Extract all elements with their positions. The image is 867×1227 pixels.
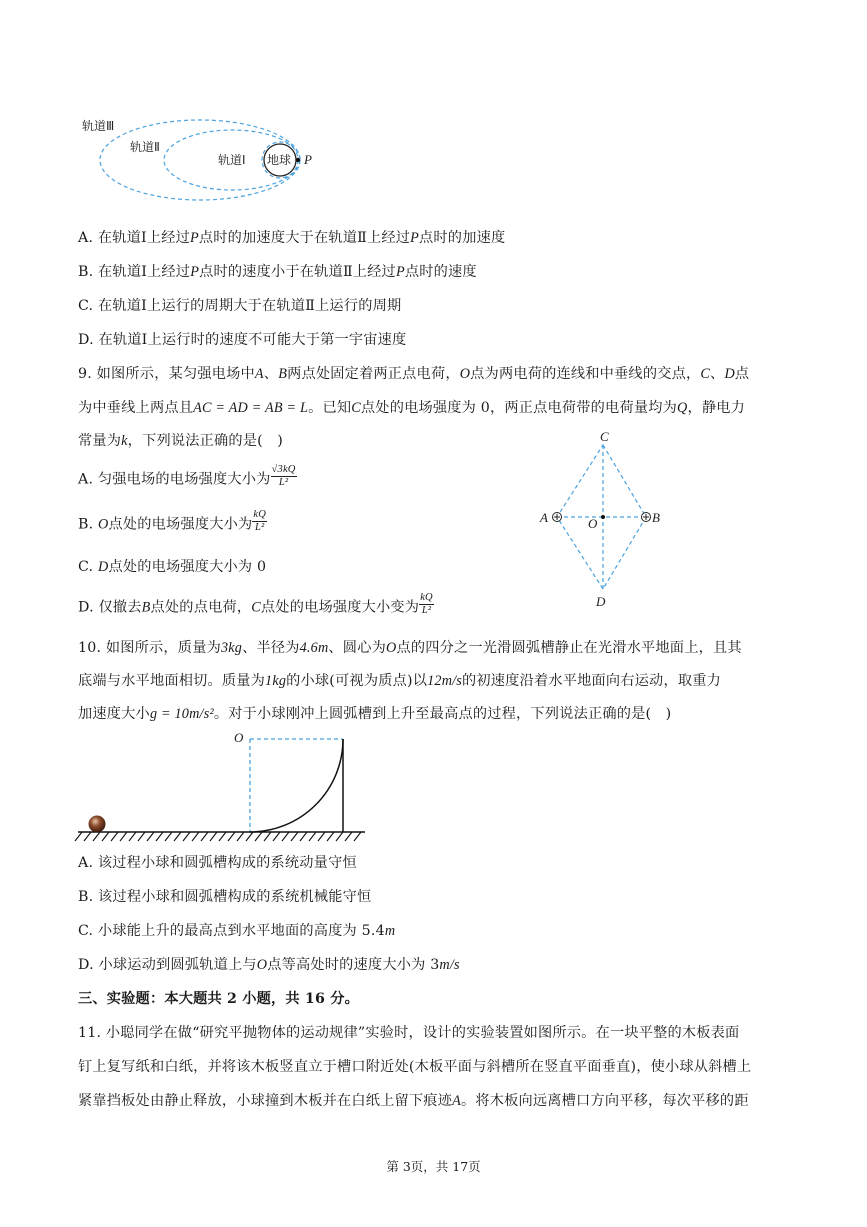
hatch-mark: [219, 832, 226, 841]
q9-a-numerator: √3kQ: [271, 464, 296, 475]
q8-a-text-1: A. 在轨道Ⅰ上经过: [78, 230, 190, 246]
q9-option-d: D. 仅撤去B点处的点电荷，C点处的电场强度大小变为 $\frac{kQ}{\text{L²}}$: [78, 592, 433, 616]
label-a: A: [540, 510, 548, 525]
q10-line-2: 底端与水平地面相切。质量为1kg的小球(可视为质点)以12m/s的初速度沿着水平地面向右运动，取重力: [78, 673, 721, 689]
hatch-mark: [174, 832, 181, 841]
q11-line-2: 钉上复写纸和白纸，并将该木板竖直立于槽口附近处(木板平面与斜槽所在竖直平面垂直)，使小球从斜槽上: [78, 1059, 752, 1075]
label-o: O: [588, 516, 598, 531]
quarter-arc: [250, 739, 343, 832]
hatch-mark: [282, 832, 289, 841]
q9-option-a: A. 匀强电场的电场强度大小为 $\frac{√3kQ}{\text{L²}}$: [78, 464, 296, 488]
q9-a-denominator: L²: [278, 477, 289, 488]
q8-b-text-1: B. 在轨道Ⅰ上经过: [78, 264, 191, 280]
hatch-mark: [102, 832, 109, 841]
label-d: D: [596, 594, 606, 609]
q9-d-numerator: kQ: [420, 592, 433, 603]
ground-hatch: [75, 832, 361, 841]
hatch-mark: [147, 832, 154, 841]
q9-option-b: B. O点处的电场强度大小为 $\frac{kQ}{\text{L²}}$: [78, 509, 267, 533]
ball-icon: [89, 816, 106, 833]
hatch-mark: [183, 832, 190, 841]
q11-line-3: 紧靠挡板处由静止释放，小球撞到木板并在白纸上留下痕迹A。将木板向远离槽口方向平移，每次平移的距: [78, 1093, 749, 1109]
q8-option-d: D. 在轨道Ⅰ上运行时的速度不可能大于第一宇宙速度: [78, 332, 407, 348]
hatch-mark: [93, 832, 100, 841]
hatch-mark: [273, 832, 280, 841]
orbit-1-label: 轨道Ⅰ: [218, 153, 246, 167]
hatch-mark: [255, 832, 262, 841]
q9-b-numerator: kQ: [253, 509, 267, 520]
label-o-arc: O: [234, 730, 244, 745]
orbit-3-label: 轨道Ⅲ: [82, 119, 115, 133]
q8-b-var-2: P: [395, 264, 405, 280]
hatch-mark: [327, 832, 334, 841]
q8-b-var-1: P: [190, 264, 200, 280]
label-b: B: [652, 510, 660, 525]
q10-option-a: A. 该过程小球和圆弧槽构成的系统动量守恒: [78, 855, 357, 871]
q10-option-d: D. 小球运动到圆弧轨道上与O点等高处时的速度大小为 3m/s: [78, 957, 460, 973]
q11-line-1: 11. 小聪同学在做“研究平抛物体的运动规律”实验时，设计的实验装置如图所示。在一块平整的木板表面: [78, 1025, 740, 1041]
hatch-mark: [156, 832, 163, 841]
q9-line-2: 为中垂线上两点且AC = AD = AB = L。已知C点处的电场强度为 0，两正点电荷带的电荷量均为Q，静电力: [78, 400, 746, 416]
q9-b-denominator: L²: [255, 522, 265, 533]
orbit-2-label: 轨道Ⅱ: [130, 140, 160, 154]
q9-option-c: C. D点处的电场强度大小为 0: [78, 559, 267, 575]
hatch-mark: [165, 832, 172, 841]
q10-option-b: B. 该过程小球和圆弧槽构成的系统机械能守恒: [78, 889, 372, 905]
q8-option-c: C. 在轨道Ⅰ上运行的周期大于在轨道Ⅱ上运行的周期: [78, 298, 402, 314]
hatch-mark: [336, 832, 343, 841]
hatch-mark: [345, 832, 352, 841]
hatch-mark: [228, 832, 235, 841]
hatch-mark: [291, 832, 298, 841]
hatch-mark: [129, 832, 136, 841]
q9-line-3: 常量为k，下列说法正确的是( ): [78, 433, 284, 449]
q9-line-1: 9. 如图所示，某匀强电场中A、B两点处固定着两正点电荷，O点为两电荷的连线和中垂线的交点，C、D点: [78, 366, 750, 382]
hatch-mark: [138, 832, 145, 841]
q10-line-1: 10. 如图所示，质量为3kg、半径为4.6m、圆心为O点的四分之一光滑圆弧槽静止在光滑水平地面上，且其: [78, 640, 742, 656]
q8-b-text-2: 点时的速度小于在轨道Ⅱ上经过: [199, 264, 396, 280]
hatch-mark: [192, 832, 199, 841]
hatch-mark: [246, 832, 253, 841]
hatch-mark: [354, 832, 361, 841]
label-c: C: [600, 429, 609, 444]
hatch-mark: [300, 832, 307, 841]
q8-a-text-2: 点时的加速度大于在轨道Ⅱ上经过: [198, 230, 411, 246]
hatch-mark: [237, 832, 244, 841]
point-p-label: P: [304, 152, 312, 167]
q8-a-var-2: P: [410, 230, 420, 246]
hatch-mark: [318, 832, 325, 841]
hatch-mark: [210, 832, 217, 841]
q8-a-var-1: P: [190, 230, 199, 246]
q8-b-text-3: 点时的速度: [404, 264, 477, 280]
hatch-mark: [120, 832, 127, 841]
hatch-mark: [84, 832, 91, 841]
hatch-mark: [111, 832, 118, 841]
hatch-mark: [201, 832, 208, 841]
hatch-mark: [309, 832, 316, 841]
page-footer: 第 3页，共 17页: [386, 1159, 481, 1174]
hatch-mark: [264, 832, 271, 841]
q8-a-text-3: 点时的加速度: [419, 230, 506, 246]
q10-option-c: C. 小球能上升的最高点到水平地面的高度为 5.4m: [78, 923, 396, 939]
earth-label: 地球: [267, 153, 292, 167]
q9-d-denominator: L²: [421, 605, 432, 616]
section-3-heading: 三、实验题：本大题共 2 小题，共 16 分。: [78, 991, 359, 1007]
q10-line-3: 加速度大小g = 10m/s²。对于小球刚冲上圆弧槽到上升至最高点的过程，下列说法正确的是( ): [78, 706, 672, 722]
hatch-mark: [75, 832, 82, 841]
